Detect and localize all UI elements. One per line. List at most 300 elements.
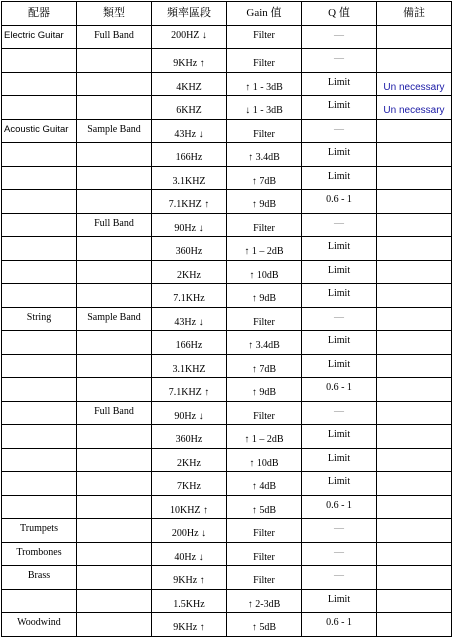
table-row — [2, 613, 452, 637]
frequency-cell — [152, 260, 227, 284]
table-row — [2, 260, 452, 284]
frequency-cell-text: 360Hz — [175, 246, 203, 257]
frequency-cell — [152, 472, 227, 496]
type-cell — [77, 166, 152, 190]
header-q: Q 值 — [302, 2, 377, 26]
type-cell — [77, 331, 152, 355]
note-cell — [377, 284, 452, 308]
q-cell — [302, 307, 377, 331]
note-cell-text — [379, 237, 449, 245]
note-cell-text — [379, 402, 449, 410]
type-cell — [77, 354, 152, 378]
gain-cell-text: ↑ 1 - 3dB — [245, 81, 283, 93]
note-cell-text — [379, 143, 449, 151]
q-cell-text: Limit — [327, 358, 351, 370]
q-cell — [302, 425, 377, 449]
instrument-cell-text — [4, 96, 74, 99]
type-cell-text — [79, 472, 149, 475]
note-cell-text — [379, 284, 449, 292]
type-cell-text: Full Band — [94, 217, 134, 229]
type-cell-text — [79, 425, 149, 428]
q-cell-text: Limit — [327, 452, 351, 464]
frequency-cell — [152, 166, 227, 190]
type-cell-text: Sample Band — [87, 123, 141, 135]
instrument-cell — [2, 519, 77, 543]
frequency-cell — [152, 378, 227, 402]
q-cell-text: 0.6 - 1 — [326, 382, 352, 393]
header-notes: 備註 — [377, 2, 452, 26]
type-cell-text — [79, 284, 149, 287]
instrument-cell — [2, 401, 77, 425]
type-cell — [77, 542, 152, 566]
instrument-cell — [2, 119, 77, 143]
table-row — [2, 284, 452, 308]
type-cell-text — [79, 96, 149, 99]
q-cell — [302, 519, 377, 543]
type-cell — [77, 472, 152, 496]
q-cell — [302, 495, 377, 519]
type-cell-text — [79, 613, 149, 616]
type-cell-text — [79, 590, 149, 593]
gain-cell — [227, 613, 302, 637]
frequency-cell — [152, 190, 227, 214]
instrument-cell — [2, 378, 77, 402]
table-row — [2, 25, 452, 49]
gain-cell-text: Filter — [253, 575, 275, 586]
note-cell-text — [379, 496, 449, 504]
type-cell — [77, 213, 152, 237]
instrument-cell — [2, 237, 77, 261]
note-cell-text — [379, 190, 449, 198]
gain-cell — [227, 448, 302, 472]
q-cell-text: Limit — [327, 429, 351, 440]
q-cell-text: — — [334, 311, 344, 323]
note-cell — [377, 472, 452, 496]
note-cell — [377, 260, 452, 284]
gain-cell-text: ↑ 9dB — [251, 387, 277, 398]
note-cell-text — [379, 590, 449, 598]
instrument-cell-text — [4, 590, 74, 593]
q-cell-text: — — [334, 123, 344, 135]
type-cell-text — [79, 49, 149, 52]
frequency-cell — [152, 49, 227, 73]
q-cell — [302, 378, 377, 402]
frequency-cell — [152, 613, 227, 637]
instrument-cell — [2, 190, 77, 214]
gain-cell-text: ↑ 7dB — [251, 363, 277, 375]
note-cell-text — [379, 378, 449, 386]
instrument-cell — [2, 307, 77, 331]
frequency-cell-text: 7.1KHZ ↑ — [168, 387, 210, 398]
frequency-cell-text: 6KHZ — [176, 105, 202, 116]
note-cell — [377, 354, 452, 378]
type-cell-text: Full Band — [94, 405, 134, 417]
instrument-cell-text — [4, 449, 74, 452]
q-cell-text: — — [334, 570, 344, 581]
frequency-cell-text: 90Hz ↓ — [174, 222, 204, 234]
gain-cell — [227, 472, 302, 496]
type-cell-text — [79, 355, 149, 358]
instrument-cell-text — [4, 355, 74, 358]
table-row — [2, 331, 452, 355]
frequency-cell-text: 4KHZ — [176, 81, 202, 93]
type-cell — [77, 143, 152, 167]
note-cell — [377, 190, 452, 214]
gain-cell — [227, 143, 302, 167]
instrument-cell-text — [4, 402, 74, 405]
table-row — [2, 519, 452, 543]
q-cell — [302, 260, 377, 284]
type-cell-text — [79, 378, 149, 381]
note-cell — [377, 143, 452, 167]
frequency-cell-text: 360Hz — [175, 434, 203, 445]
gain-cell-text: ↑ 2-3dB — [247, 598, 281, 610]
instrument-cell — [2, 566, 77, 590]
type-cell — [77, 401, 152, 425]
q-cell-text: Limit — [327, 476, 351, 487]
type-cell — [77, 49, 152, 73]
gain-cell — [227, 589, 302, 613]
q-cell-text: 0.6 - 1 — [326, 617, 352, 628]
q-cell-text: Limit — [327, 335, 351, 346]
frequency-cell — [152, 401, 227, 425]
q-cell — [302, 190, 377, 214]
header-instrument: 配器 — [2, 2, 77, 26]
type-cell-text — [79, 519, 149, 522]
frequency-cell-text: 166Hz — [175, 152, 203, 163]
frequency-cell — [152, 519, 227, 543]
q-cell — [302, 401, 377, 425]
type-cell-text — [79, 73, 149, 76]
note-cell — [377, 72, 452, 96]
frequency-cell-text: 7KHz — [177, 481, 201, 492]
header-type: 類型 — [77, 2, 152, 26]
q-cell-text: Limit — [327, 76, 351, 88]
frequency-cell-text: 9KHz ↑ — [173, 58, 205, 69]
instrument-cell-text — [4, 167, 74, 170]
frequency-cell — [152, 237, 227, 261]
gain-cell — [227, 237, 302, 261]
frequency-cell-text: 43Hz ↓ — [174, 316, 204, 328]
q-cell-text: — — [334, 523, 344, 534]
q-cell-text: — — [334, 546, 344, 558]
q-cell-text: Limit — [327, 241, 351, 252]
gain-cell-text: ↓ 1 - 3dB — [245, 105, 283, 116]
table-row — [2, 166, 452, 190]
type-cell — [77, 495, 152, 519]
instrument-cell — [2, 542, 77, 566]
frequency-cell — [152, 213, 227, 237]
table-row — [2, 542, 452, 566]
frequency-cell — [152, 425, 227, 449]
instrument-cell — [2, 589, 77, 613]
header-frequency-range: 頻率區段 — [152, 2, 227, 26]
instrument-cell — [2, 613, 77, 637]
table-row — [2, 190, 452, 214]
gain-cell-text: ↑ 5dB — [251, 622, 277, 633]
gain-cell — [227, 166, 302, 190]
note-cell-text — [379, 308, 449, 316]
type-cell-text — [79, 167, 149, 170]
note-cell — [377, 566, 452, 590]
type-cell — [77, 589, 152, 613]
gain-cell — [227, 519, 302, 543]
table-row — [2, 354, 452, 378]
note-cell — [377, 401, 452, 425]
q-cell — [302, 96, 377, 120]
note-cell — [377, 119, 452, 143]
frequency-cell — [152, 72, 227, 96]
note-cell-text — [379, 425, 449, 433]
q-cell — [302, 25, 377, 49]
gain-cell — [227, 542, 302, 566]
table-row — [2, 425, 452, 449]
note-cell-text — [379, 214, 449, 222]
frequency-cell-text: 7.1KHZ ↑ — [168, 199, 210, 210]
type-cell — [77, 119, 152, 143]
gain-cell — [227, 119, 302, 143]
q-cell-text: 0.6 - 1 — [326, 194, 352, 205]
eq-settings-table — [1, 1, 452, 637]
instrument-cell-text: Trumpets — [20, 523, 58, 534]
instrument-cell — [2, 260, 77, 284]
type-cell — [77, 237, 152, 261]
type-cell — [77, 260, 152, 284]
frequency-cell-text: 166Hz — [175, 340, 203, 351]
q-cell-text: Limit — [327, 100, 351, 111]
frequency-cell-text: 3.1KHZ — [172, 363, 206, 375]
gain-cell — [227, 49, 302, 73]
instrument-cell-text: Acoustic Guitar — [4, 123, 69, 135]
q-cell — [302, 566, 377, 590]
note-cell — [377, 237, 452, 261]
table-row — [2, 96, 452, 120]
type-cell — [77, 284, 152, 308]
gain-cell — [227, 425, 302, 449]
table-row — [2, 307, 452, 331]
table-row — [2, 566, 452, 590]
frequency-cell — [152, 448, 227, 472]
note-cell-text — [379, 26, 449, 29]
gain-cell — [227, 378, 302, 402]
gain-cell — [227, 495, 302, 519]
instrument-cell — [2, 354, 77, 378]
frequency-cell — [152, 143, 227, 167]
q-cell-text: Limit — [327, 264, 351, 276]
gain-cell-text: Filter — [253, 410, 275, 422]
type-cell-text — [79, 566, 149, 569]
instrument-cell-text — [4, 261, 74, 264]
frequency-cell — [152, 542, 227, 566]
gain-cell-text: Filter — [253, 528, 275, 539]
note-cell-text — [379, 472, 449, 480]
instrument-cell — [2, 284, 77, 308]
instrument-cell — [2, 166, 77, 190]
frequency-cell — [152, 96, 227, 120]
gain-cell — [227, 354, 302, 378]
gain-cell-text: Filter — [253, 316, 275, 328]
note-cell — [377, 495, 452, 519]
type-cell — [77, 566, 152, 590]
type-cell-text — [79, 261, 149, 264]
gain-cell — [227, 96, 302, 120]
type-cell-text: Sample Band — [87, 311, 141, 323]
instrument-cell-text — [4, 237, 74, 240]
note-cell — [377, 589, 452, 613]
q-cell-text: — — [334, 217, 344, 229]
gain-cell-text: ↑ 4dB — [251, 481, 277, 492]
q-cell — [302, 143, 377, 167]
note-cell — [377, 166, 452, 190]
note-cell-text — [379, 613, 449, 621]
header-gain: Gain 值 — [227, 2, 302, 26]
type-cell — [77, 613, 152, 637]
gain-cell — [227, 566, 302, 590]
note-cell — [377, 49, 452, 73]
gain-cell-text: Filter — [253, 58, 275, 69]
header-row — [2, 2, 452, 26]
gain-cell — [227, 401, 302, 425]
q-cell — [302, 284, 377, 308]
type-cell — [77, 72, 152, 96]
frequency-cell-text: 90Hz ↓ — [174, 410, 204, 422]
type-cell-text — [79, 543, 149, 546]
type-cell — [77, 307, 152, 331]
note-cell — [377, 378, 452, 402]
gain-cell-text: ↑ 9dB — [251, 199, 277, 210]
table-row — [2, 49, 452, 73]
type-cell — [77, 190, 152, 214]
q-cell-text: Limit — [327, 170, 351, 182]
instrument-cell-text — [4, 425, 74, 428]
instrument-cell — [2, 49, 77, 73]
instrument-cell — [2, 143, 77, 167]
type-cell-text — [79, 331, 149, 334]
type-cell — [77, 448, 152, 472]
type-cell — [77, 96, 152, 120]
frequency-cell-text: 9KHz ↑ — [173, 575, 205, 586]
q-cell-text: — — [334, 53, 344, 64]
gain-cell-text: Filter — [253, 128, 275, 140]
note-cell-text — [379, 566, 449, 574]
gain-cell-text: Filter — [253, 29, 275, 41]
note-cell-text — [379, 331, 449, 339]
table-row — [2, 495, 452, 519]
table-row — [2, 143, 452, 167]
table-row — [2, 589, 452, 613]
note-cell — [377, 213, 452, 237]
q-cell-text: — — [334, 405, 344, 417]
instrument-cell — [2, 331, 77, 355]
frequency-cell — [152, 589, 227, 613]
note-cell — [377, 331, 452, 355]
frequency-cell — [152, 331, 227, 355]
q-cell — [302, 613, 377, 637]
frequency-cell-text: 2KHz — [177, 269, 201, 281]
gain-cell — [227, 72, 302, 96]
table-row — [2, 213, 452, 237]
note-cell-text — [379, 543, 449, 551]
instrument-cell-text: Electric Guitar — [4, 29, 64, 41]
instrument-cell — [2, 72, 77, 96]
instrument-cell — [2, 96, 77, 120]
gain-cell — [227, 25, 302, 49]
type-cell — [77, 519, 152, 543]
note-cell — [377, 613, 452, 637]
frequency-cell — [152, 119, 227, 143]
frequency-cell-text: 3.1KHZ — [172, 175, 206, 187]
instrument-cell-text — [4, 496, 74, 499]
instrument-cell — [2, 213, 77, 237]
table-row — [2, 448, 452, 472]
gain-cell — [227, 331, 302, 355]
q-cell — [302, 166, 377, 190]
instrument-cell-text: Woodwind — [17, 617, 61, 628]
q-cell — [302, 49, 377, 73]
table-row — [2, 401, 452, 425]
gain-cell-text: Filter — [253, 222, 275, 234]
q-cell — [302, 331, 377, 355]
gain-cell-text: ↑ 7dB — [251, 175, 277, 187]
note-cell-text: Un necessary — [383, 81, 445, 93]
q-cell — [302, 448, 377, 472]
type-cell-text — [79, 237, 149, 240]
frequency-cell-text: 200HZ ↓ — [171, 29, 207, 41]
instrument-cell-text — [4, 472, 74, 475]
gain-cell-text: ↑ 5dB — [251, 504, 277, 516]
type-cell — [77, 378, 152, 402]
q-cell — [302, 589, 377, 613]
table-row — [2, 378, 452, 402]
q-cell — [302, 542, 377, 566]
q-cell — [302, 119, 377, 143]
frequency-cell-text: 10KHZ ↑ — [169, 504, 209, 516]
table-body — [2, 25, 452, 636]
gain-cell-text: ↑ 10dB — [249, 269, 279, 281]
frequency-cell — [152, 495, 227, 519]
gain-cell-text: ↑ 3.4dB — [248, 152, 280, 163]
frequency-cell-text: 200Hz ↓ — [171, 528, 207, 539]
instrument-cell — [2, 25, 77, 49]
note-cell — [377, 96, 452, 120]
note-cell — [377, 307, 452, 331]
note-cell — [377, 519, 452, 543]
gain-cell-text: ↑ 1 – 2dB — [244, 246, 284, 257]
frequency-cell-text: 2KHz — [177, 457, 201, 469]
gain-cell — [227, 307, 302, 331]
instrument-cell-text — [4, 49, 74, 52]
frequency-cell — [152, 354, 227, 378]
note-cell-text — [379, 355, 449, 363]
gain-cell — [227, 284, 302, 308]
instrument-cell-text: String — [26, 311, 52, 323]
type-cell — [77, 425, 152, 449]
q-cell-text: Limit — [327, 593, 351, 605]
note-cell-text — [379, 167, 449, 175]
q-cell-text: Limit — [327, 288, 351, 299]
gain-cell-text: Filter — [253, 551, 275, 563]
instrument-cell-text — [4, 331, 74, 334]
note-cell-text — [379, 449, 449, 457]
instrument-cell-text: Brass — [27, 570, 51, 581]
instrument-cell-text — [4, 73, 74, 76]
table-row — [2, 472, 452, 496]
note-cell — [377, 448, 452, 472]
q-cell-text: — — [334, 29, 344, 41]
frequency-cell-text: 40Hz ↓ — [174, 551, 204, 563]
frequency-cell-text: 1.5KHz — [173, 598, 205, 610]
frequency-cell — [152, 25, 227, 49]
